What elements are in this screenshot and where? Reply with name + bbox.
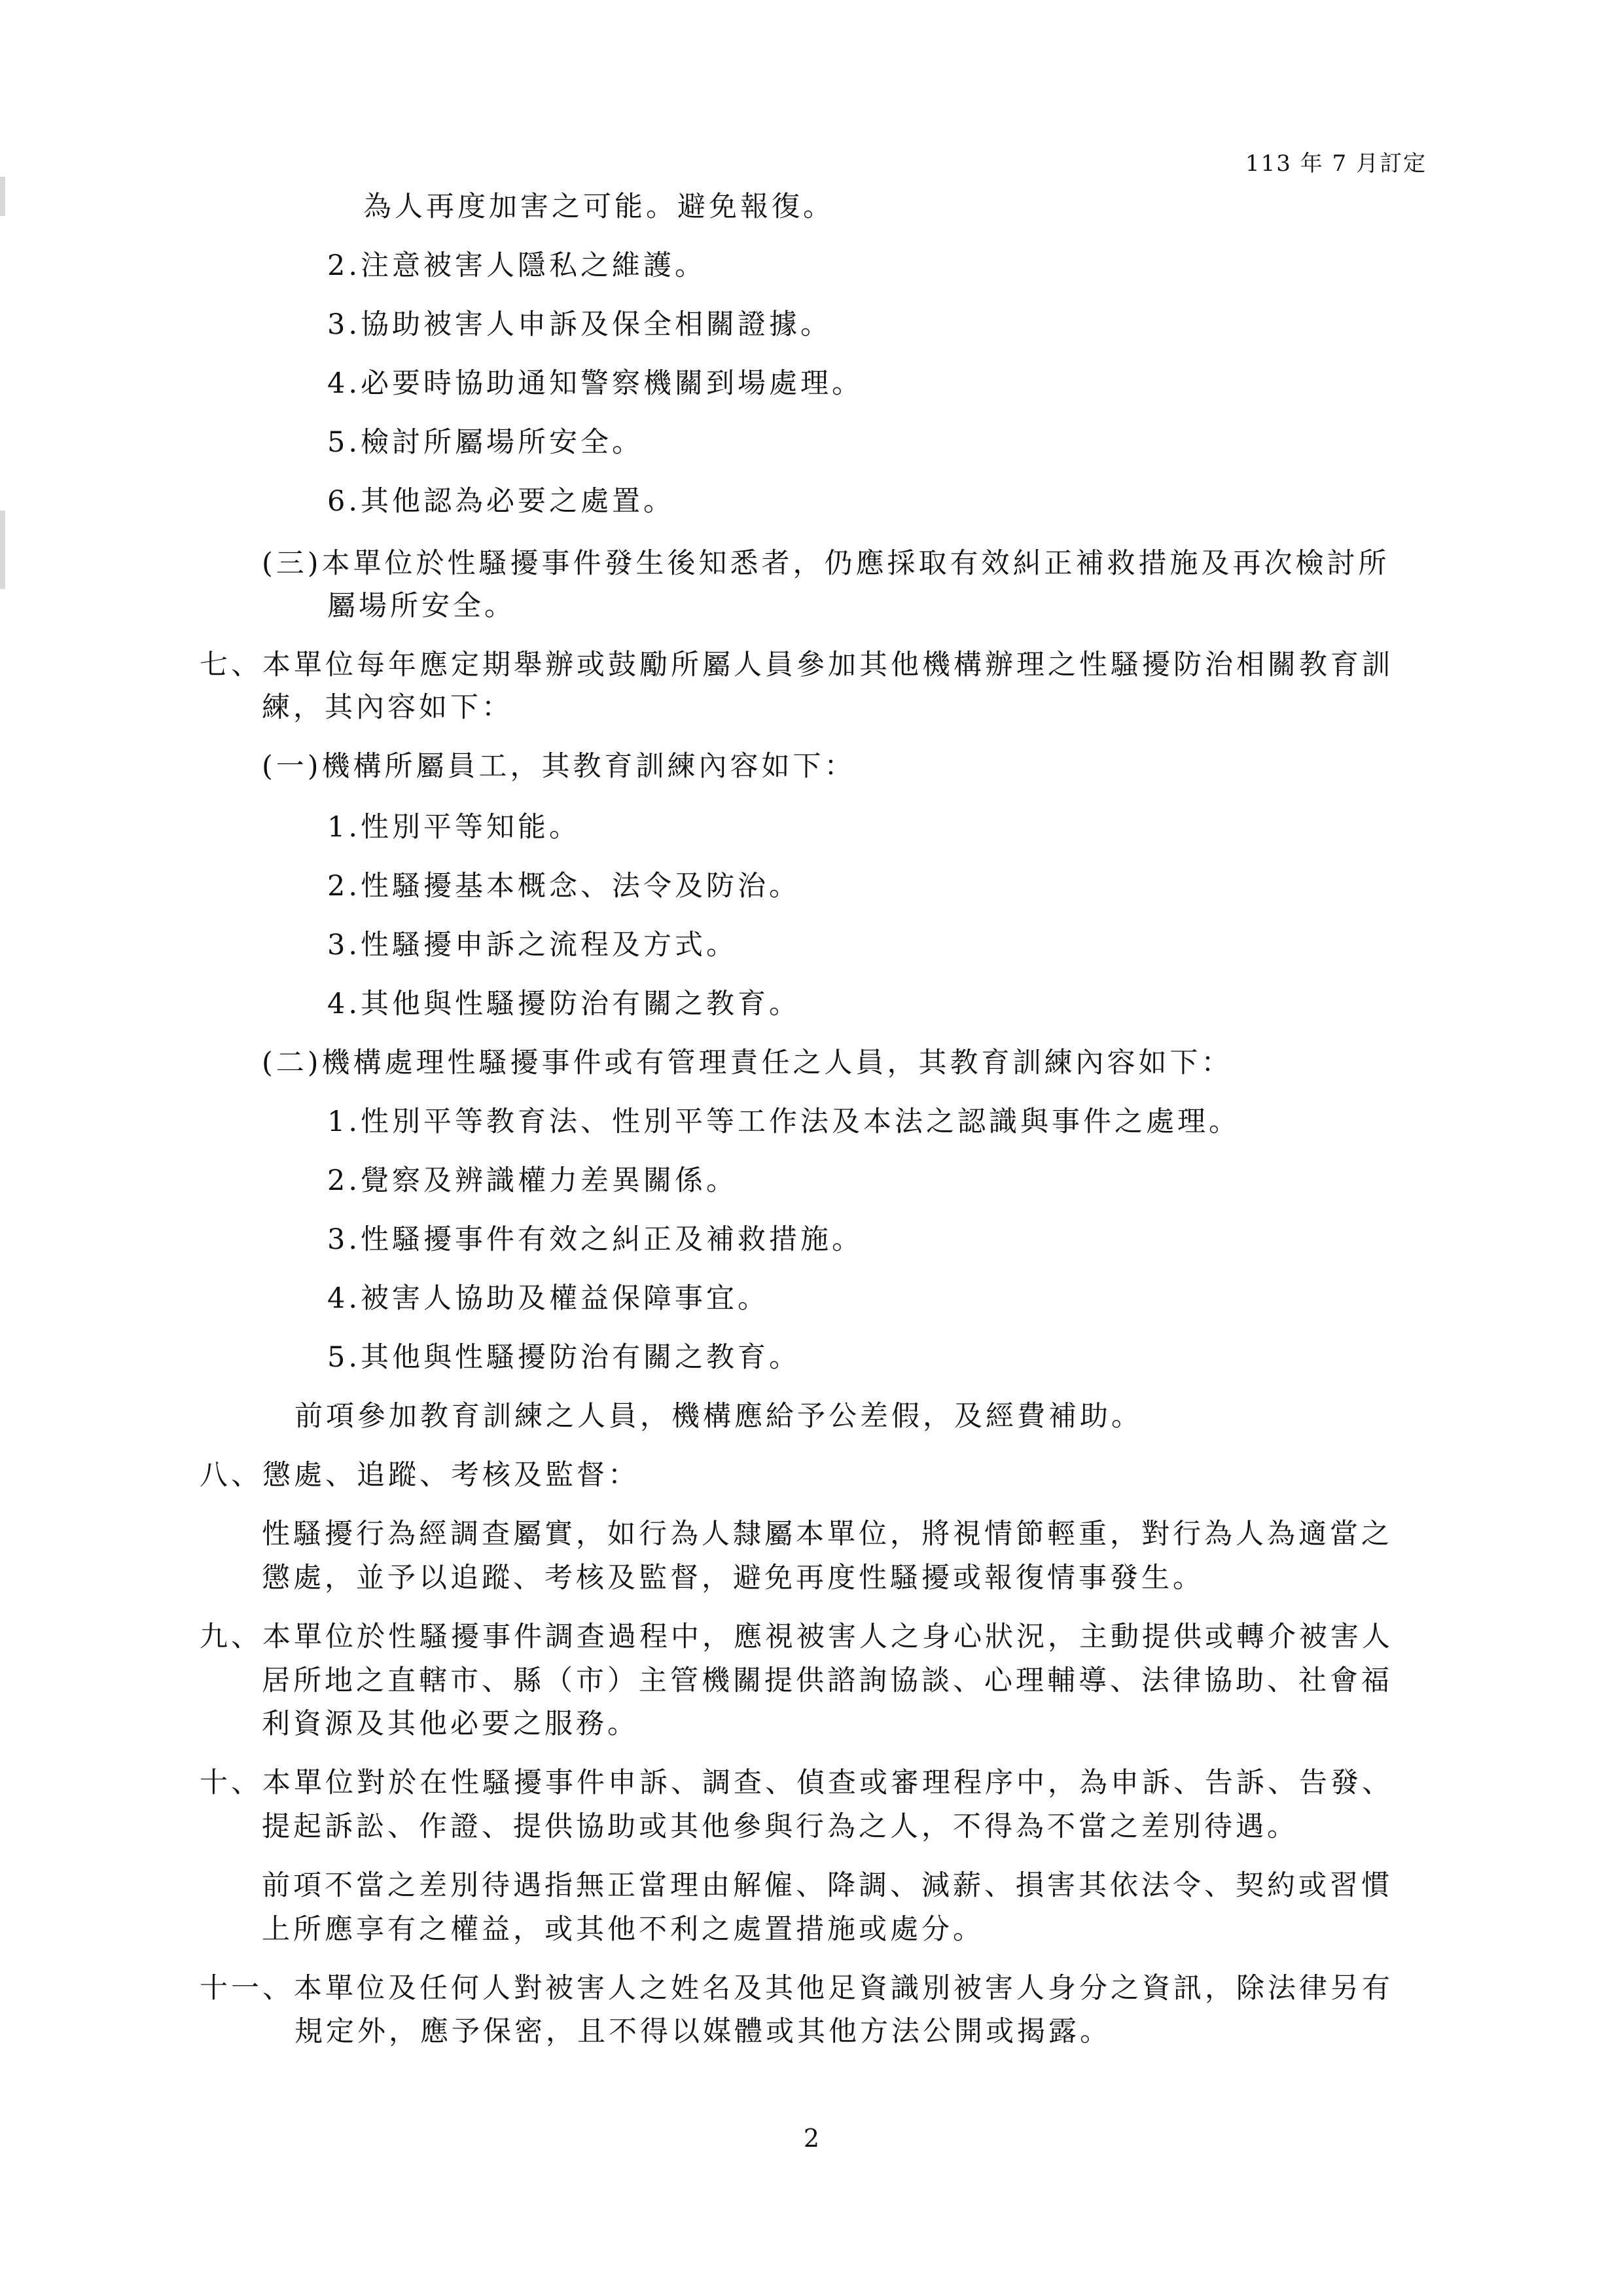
text-line: 利資源及其他必要之服務。: [262, 1708, 639, 1740]
text-line: 屬場所安全。: [327, 590, 516, 622]
text-line: 十一、本單位及任何人對被害人之姓名及其他足資識別被害人身分之資訊，除法律另有: [200, 1972, 1393, 2005]
scan-edge-mark: [0, 177, 5, 216]
text-line: 2.注意被害人隱私之維護。: [327, 249, 707, 282]
text-line: 1.性別平等教育法、性別平等工作法及本法之認識與事件之處理。: [327, 1105, 1241, 1138]
text-line: 4.被害人協助及權益保障事宜。: [327, 1282, 770, 1315]
text-line: 提起訴訟、作證、提供協助或其他參與行為之人，不得為不當之差別待遇。: [262, 1810, 1298, 1843]
text-line: 6.其他認為必要之處置。: [327, 485, 675, 518]
text-line: 居所地之直轄市、縣（市）主管機關提供諮詢協談、心理輔導、法律協助、社會福: [262, 1664, 1393, 1697]
text-line: 3.性騷擾申訴之流程及方式。: [327, 929, 738, 961]
scan-edge-mark: [0, 511, 5, 589]
text-line: 規定外，應予保密，且不得以媒體或其他方法公開或揭露。: [294, 2015, 1111, 2048]
text-line: 上所應享有之權益，或其他不利之處置措施或處分。: [262, 1913, 984, 1946]
text-line: 十、本單位對於在性騷擾事件申訴、調查、偵查或審理程序中，為申訴、告訴、告發、: [200, 1767, 1393, 1799]
text-line: 前項不當之差別待遇指無正當理由解僱、降調、減薪、損害其依法令、契約或習慣: [262, 1869, 1393, 1902]
text-line: 3.協助被害人申訴及保全相關證據。: [327, 308, 832, 341]
text-line: 2.性騷擾基本概念、法令及防治。: [327, 870, 801, 903]
text-line: 七、本單位每年應定期舉辦或鼓勵所屬人員參加其他機構辦理之性騷擾防治相關教育訓: [200, 649, 1393, 681]
text-line: 5.其他與性騷擾防治有關之教育。: [327, 1341, 801, 1374]
text-line: 前項參加教育訓練之人員，機構應給予公差假，及經費補助。: [294, 1400, 1143, 1433]
text-line: 八、懲處、追蹤、考核及監督：: [200, 1459, 639, 1492]
text-line: 4.其他與性騷擾防治有關之教育。: [327, 988, 801, 1020]
text-line: (一)機構所屬員工，其教育訓練內容如下：: [262, 750, 856, 783]
text-line: 為人再度加害之可能。避免報復。: [363, 190, 834, 223]
text-line: (三)本單位於性騷擾事件發生後知悉者，仍應採取有效糾正補救措施及再次檢討所: [262, 547, 1390, 580]
document-date: 113 年 7 月訂定: [1245, 151, 1427, 177]
page-number: 2: [803, 2124, 820, 2153]
text-line: 1.性別平等知能。: [327, 811, 581, 844]
text-line: 3.性騷擾事件有效之糾正及補救措施。: [327, 1223, 864, 1256]
text-line: 2.覺察及辨識權力差異關係。: [327, 1164, 738, 1197]
text-line: 懲處，並予以追蹤、考核及監督，避免再度性騷擾或報復情事發生。: [262, 1562, 1204, 1594]
text-line: 5.檢討所屬場所安全。: [327, 426, 644, 459]
text-line: 性騷擾行為經調查屬實，如行為人隸屬本單位，將視情節輕重，對行為人為適當之: [262, 1518, 1393, 1551]
text-line: 4.必要時協助通知警察機關到場處理。: [327, 367, 864, 400]
text-line: 練，其內容如下：: [262, 691, 513, 724]
text-line: (二)機構處理性騷擾事件或有管理責任之人員，其教育訓練內容如下：: [262, 1047, 1233, 1079]
text-line: 九、本單位於性騷擾事件調查過程中，應視被害人之身心狀況，主動提供或轉介被害人: [200, 1621, 1393, 1653]
